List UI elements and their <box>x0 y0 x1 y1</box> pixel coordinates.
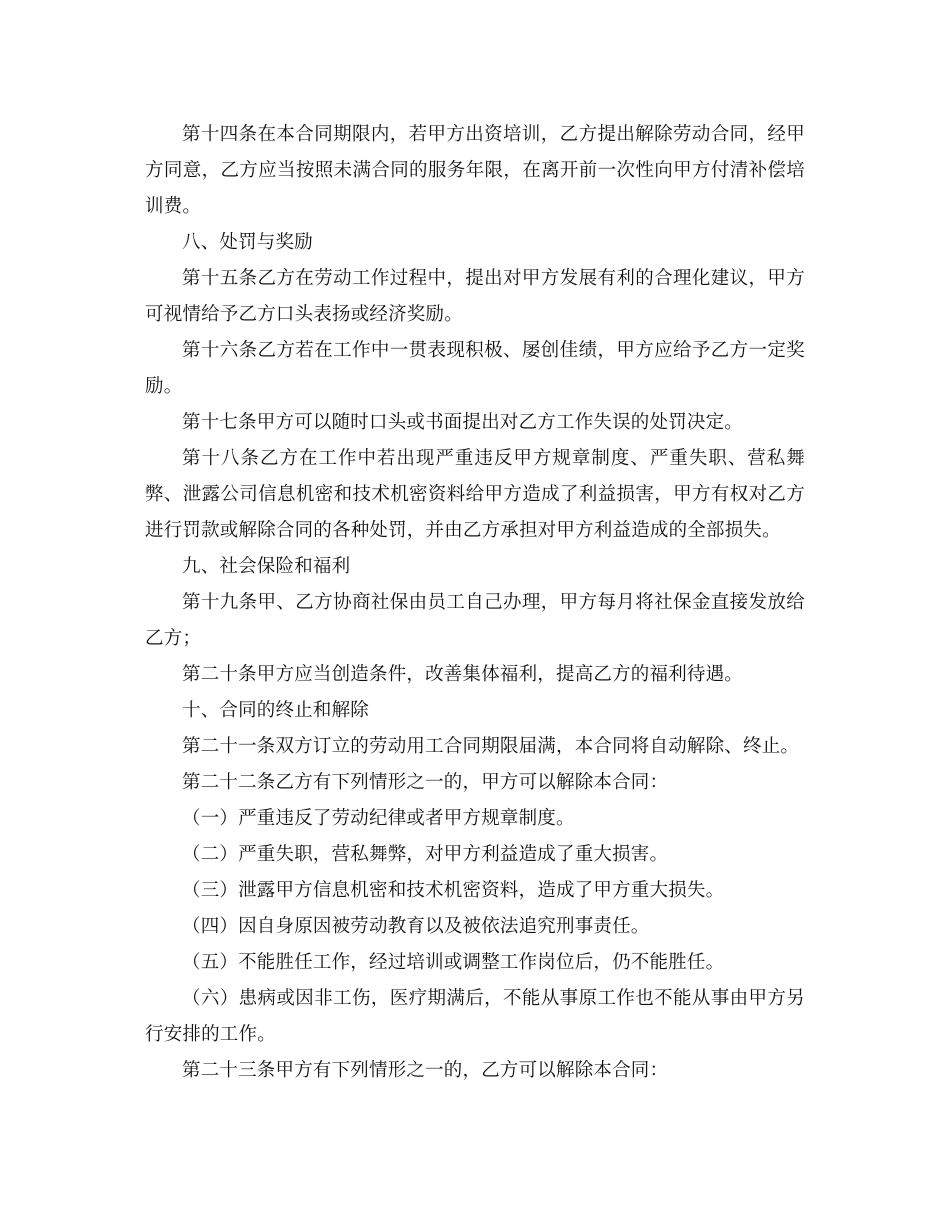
clause-22-item-4: （四）因自身原因被劳动教育以及被依法追究刑事责任。 <box>182 916 650 937</box>
clause-22-item-3: （三）泄露甲方信息机密和技术机密资料，造成了甲方重大损失。 <box>182 880 725 901</box>
section-heading-social-insurance: 九、社会保险和福利 <box>182 556 351 577</box>
clause-16: 第十六条乙方若在工作中一贯表现积极、屡创佳绩，甲方应给予乙方一定奖励。 <box>145 340 805 397</box>
clause-22-item-6: （六）患病或因非工伤，医疗期满后，不能从事原工作也不能从事由甲方另行安排的工作。 <box>145 988 805 1045</box>
clause-18: 第十八条乙方在工作中若出现严重违反甲方规章制度、严重失职、营私舞弊、泄露公司信息机密和技术机密资料给甲方造成了利益损害，甲方有权对乙方进行罚款或解除合同的各种处罚，并由乙方承担对甲方利益造成的全部损失。 <box>145 448 805 541</box>
clause-21: 第二十一条双方订立的劳动用工合同期限届满，本合同将自动解除、终止。 <box>182 736 800 757</box>
clause-19: 第十九条甲、乙方协商社保由员工自己办理，甲方每月将社保金直接发放给乙方； <box>145 592 805 649</box>
clause-22-item-2: （二）严重失职，营私舞弊，对甲方利益造成了重大损害。 <box>182 844 669 865</box>
clause-23: 第二十三条甲方有下列情形之一的，乙方可以解除本合同： <box>182 1060 669 1081</box>
clause-20: 第二十条甲方应当创造条件，改善集体福利，提高乙方的福利待遇。 <box>182 664 744 685</box>
section-heading-termination: 十、合同的终止和解除 <box>182 700 370 721</box>
clause-22: 第二十二条乙方有下列情形之一的，甲方可以解除本合同： <box>182 772 669 793</box>
section-heading-penalties-rewards: 八、处罚与奖励 <box>182 232 313 253</box>
clause-14: 第十四条在本合同期限内，若甲方出资培训，乙方提出解除劳动合同，经甲方同意，乙方应当按照未满合同的服务年限，在离开前一次性向甲方付清补偿培训费。 <box>145 124 805 217</box>
clause-17: 第十七条甲方可以随时口头或书面提出对乙方工作失误的处罚决定。 <box>182 412 744 433</box>
clause-22-item-1: （一）严重违反了劳动纪律或者甲方规章制度。 <box>182 808 575 829</box>
clause-22-item-5: （五）不能胜任工作，经过培训或调整工作岗位后，仍不能胜任。 <box>182 952 725 973</box>
clause-15: 第十五条乙方在劳动工作过程中，提出对甲方发展有利的合理化建议，甲方可视情给予乙方口头表扬或经济奖励。 <box>145 268 805 325</box>
document-body <box>145 117 805 1089</box>
